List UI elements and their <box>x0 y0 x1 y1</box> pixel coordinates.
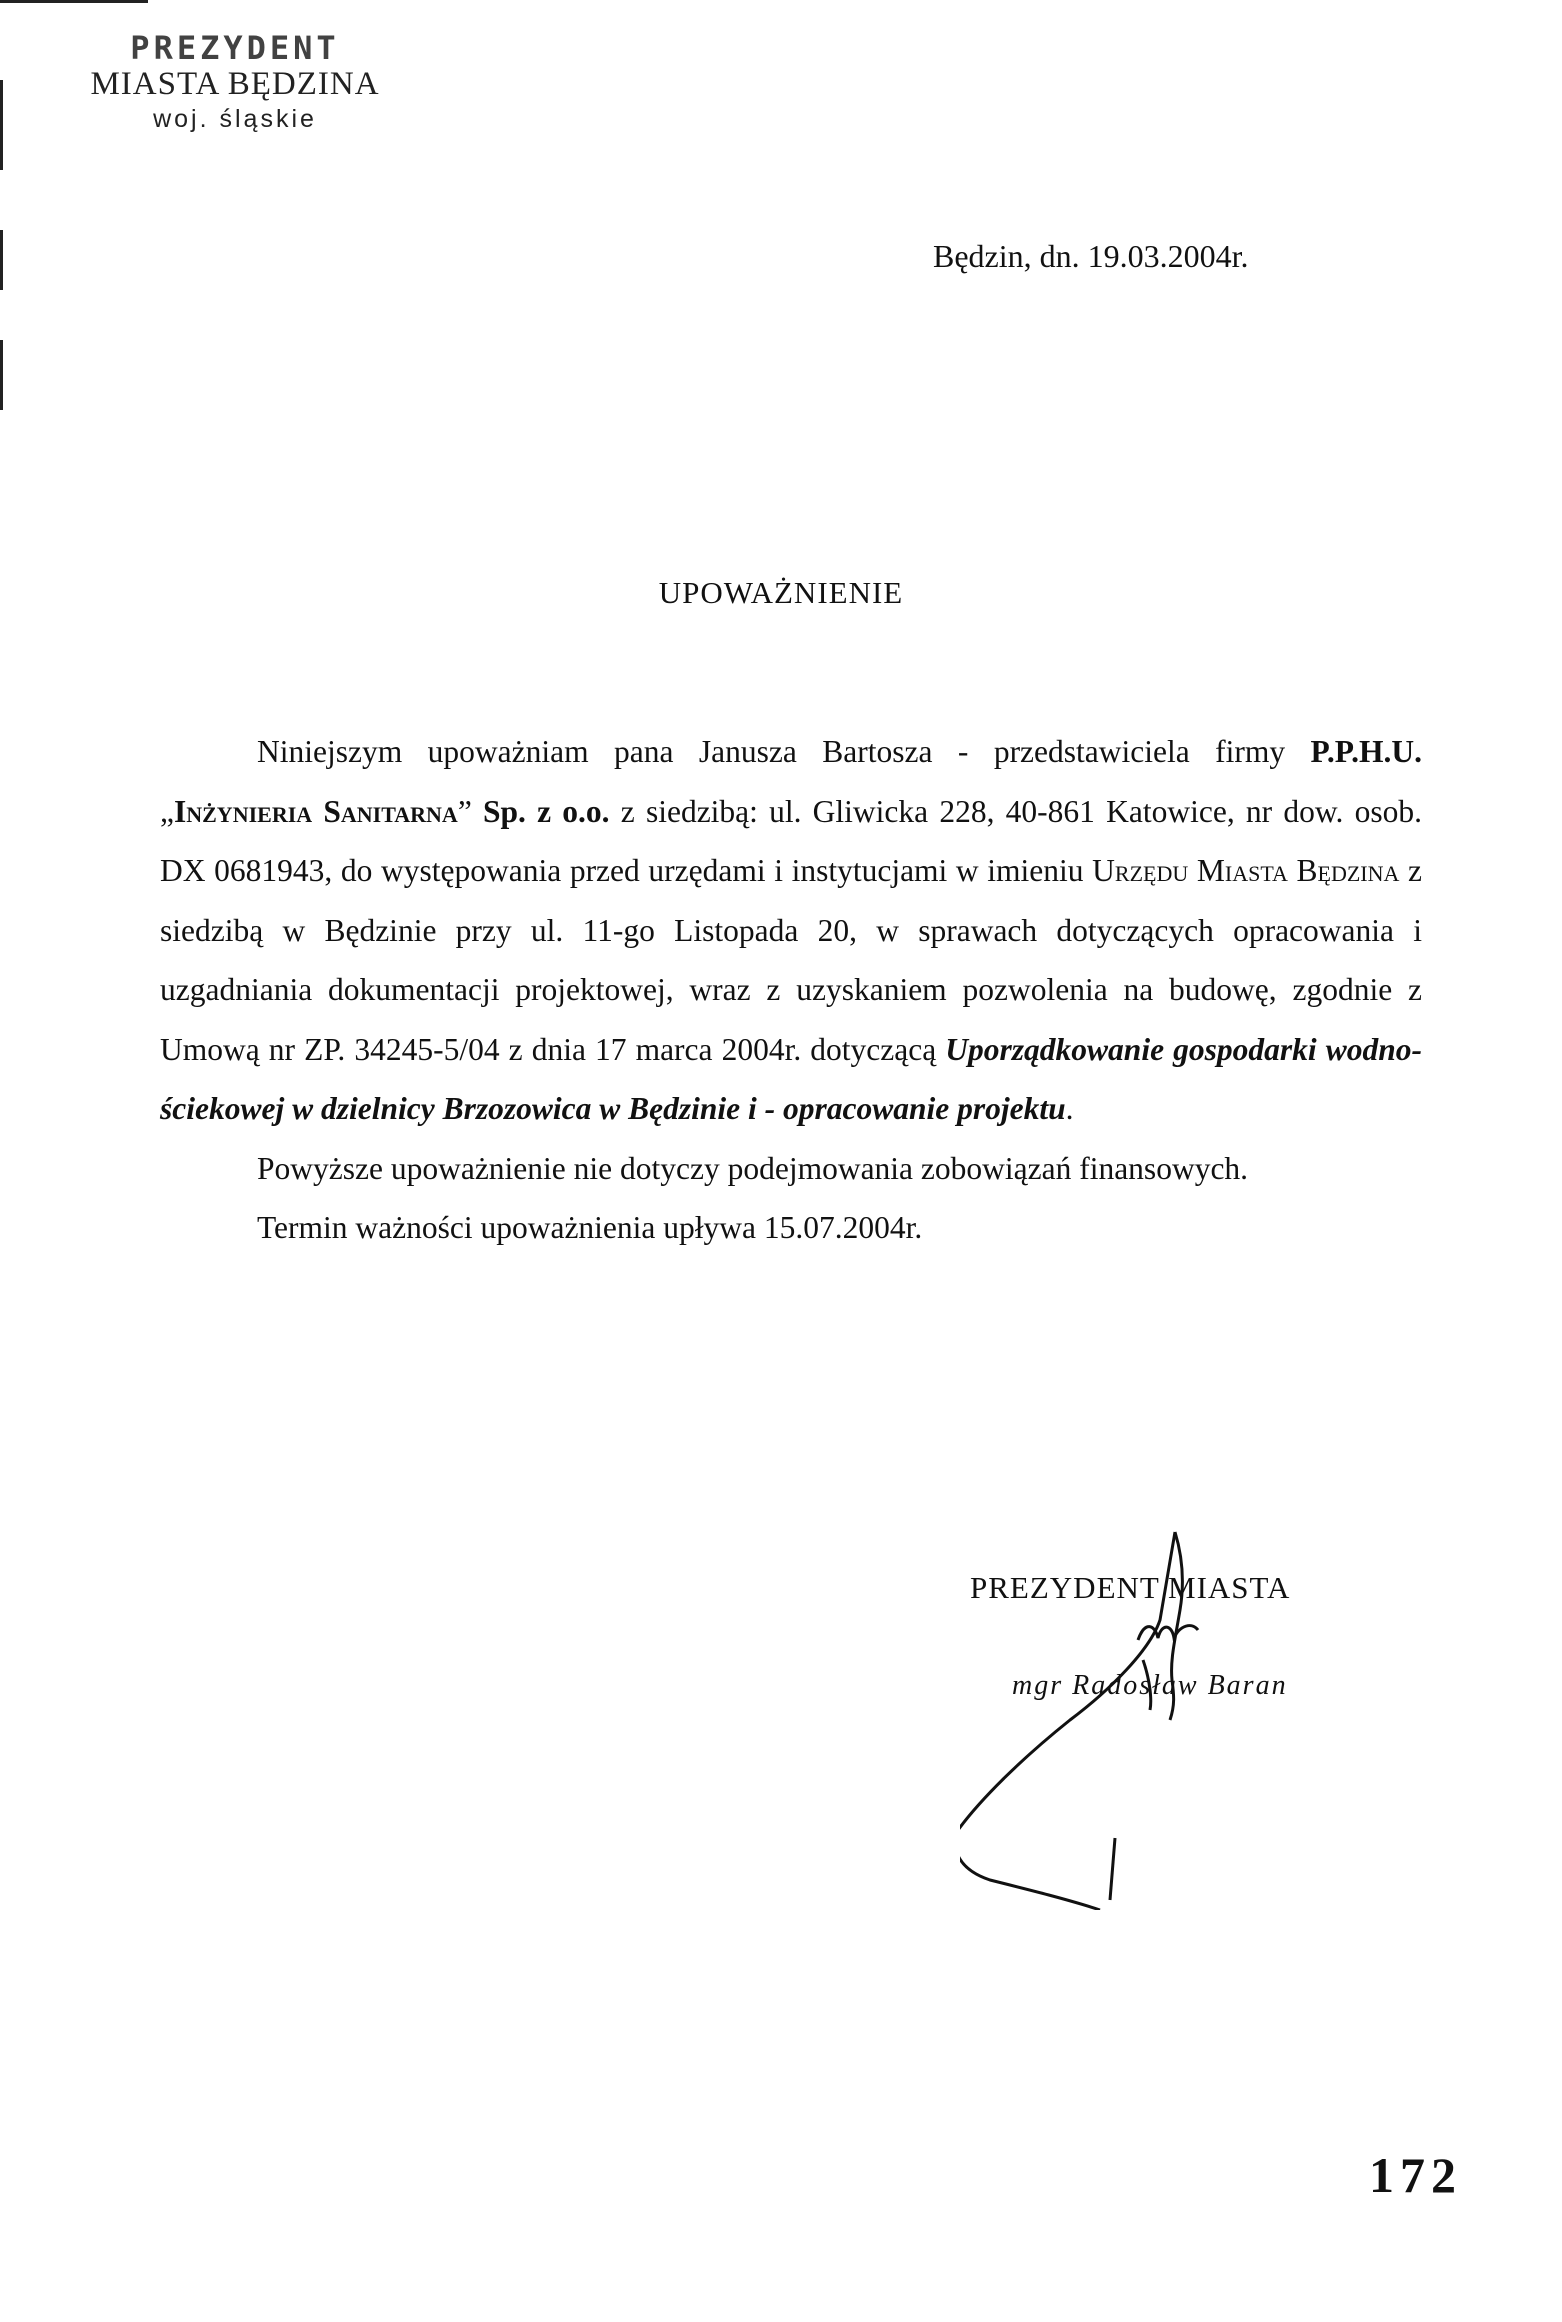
signatory-title: PREZYDENT MIASTA <box>970 1570 1291 1605</box>
scan-edge-top <box>0 0 148 3</box>
stamp-line-3: woj. śląskie <box>153 105 317 133</box>
company-name: Inżynieria Sanitarna <box>173 793 458 829</box>
company-type: P.P.H.U. <box>1310 734 1422 769</box>
handwritten-signature <box>960 1530 1380 1910</box>
scan-edge-left <box>0 340 3 410</box>
office-name: Urzędu Miasta Będzina <box>1092 853 1400 888</box>
document-title: UPOWAŻNIENIE <box>658 575 904 610</box>
scan-edge-left <box>0 230 3 290</box>
text-segment: z siedzibą: ul. Gliwicka 228, 40-861 Katowice, nr dow. osob. DX 0681943, do występowania przed urzędami i instytucjami w imieniu <box>160 793 1422 888</box>
company-legal-form: Sp. z o.o. <box>483 793 610 829</box>
quote-open: „ <box>160 793 174 829</box>
text-segment: z siedzibą w Będzinie przy ul. 11-go Listopada 20, w sprawach dotyczących opracowania i uzgadniania dokumentacji projektowej, wraz z uzyskaniem pozwolenia na budowę, zgodnie z Umową nr ZP. 34245-5/04 z dnia 17 marca 2004r. dotyczącą <box>160 853 1422 1067</box>
document-body <box>160 722 1422 1258</box>
office-stamp <box>75 30 395 136</box>
paragraph-authorization <box>160 722 1422 1139</box>
text-segment: Niniejszym upoważniam pana Janusza Bartosza - przedstawiciela firmy <box>257 734 1311 769</box>
stamp-line-1: PREZYDENT <box>130 29 340 67</box>
signatory-name: mgr Radosław Baran <box>1012 1670 1288 1701</box>
signature-block <box>960 1530 1380 1910</box>
document-date: Będzin, dn. 19.03.2004r. <box>933 238 1249 274</box>
quote-close: ” <box>457 793 483 829</box>
page-number: 172 <box>1369 2147 1462 2203</box>
stamp-line-2: MIASTA BĘDZINA <box>90 66 380 102</box>
paragraph-validity: Termin ważności upoważnienia upływa 15.07.2004r. <box>257 1210 923 1245</box>
text-segment: . <box>1065 1091 1074 1126</box>
scan-edge-left <box>0 80 3 170</box>
project-name: Uporządkowanie gospodarki wodno-ściekowej w dzielnicy Brzozowica w Będzinie i - opracowanie projektu <box>160 1031 1422 1126</box>
paragraph-limitation: Powyższe upoważnienie nie dotyczy podejmowania zobowiązań finansowych. <box>257 1150 1249 1186</box>
